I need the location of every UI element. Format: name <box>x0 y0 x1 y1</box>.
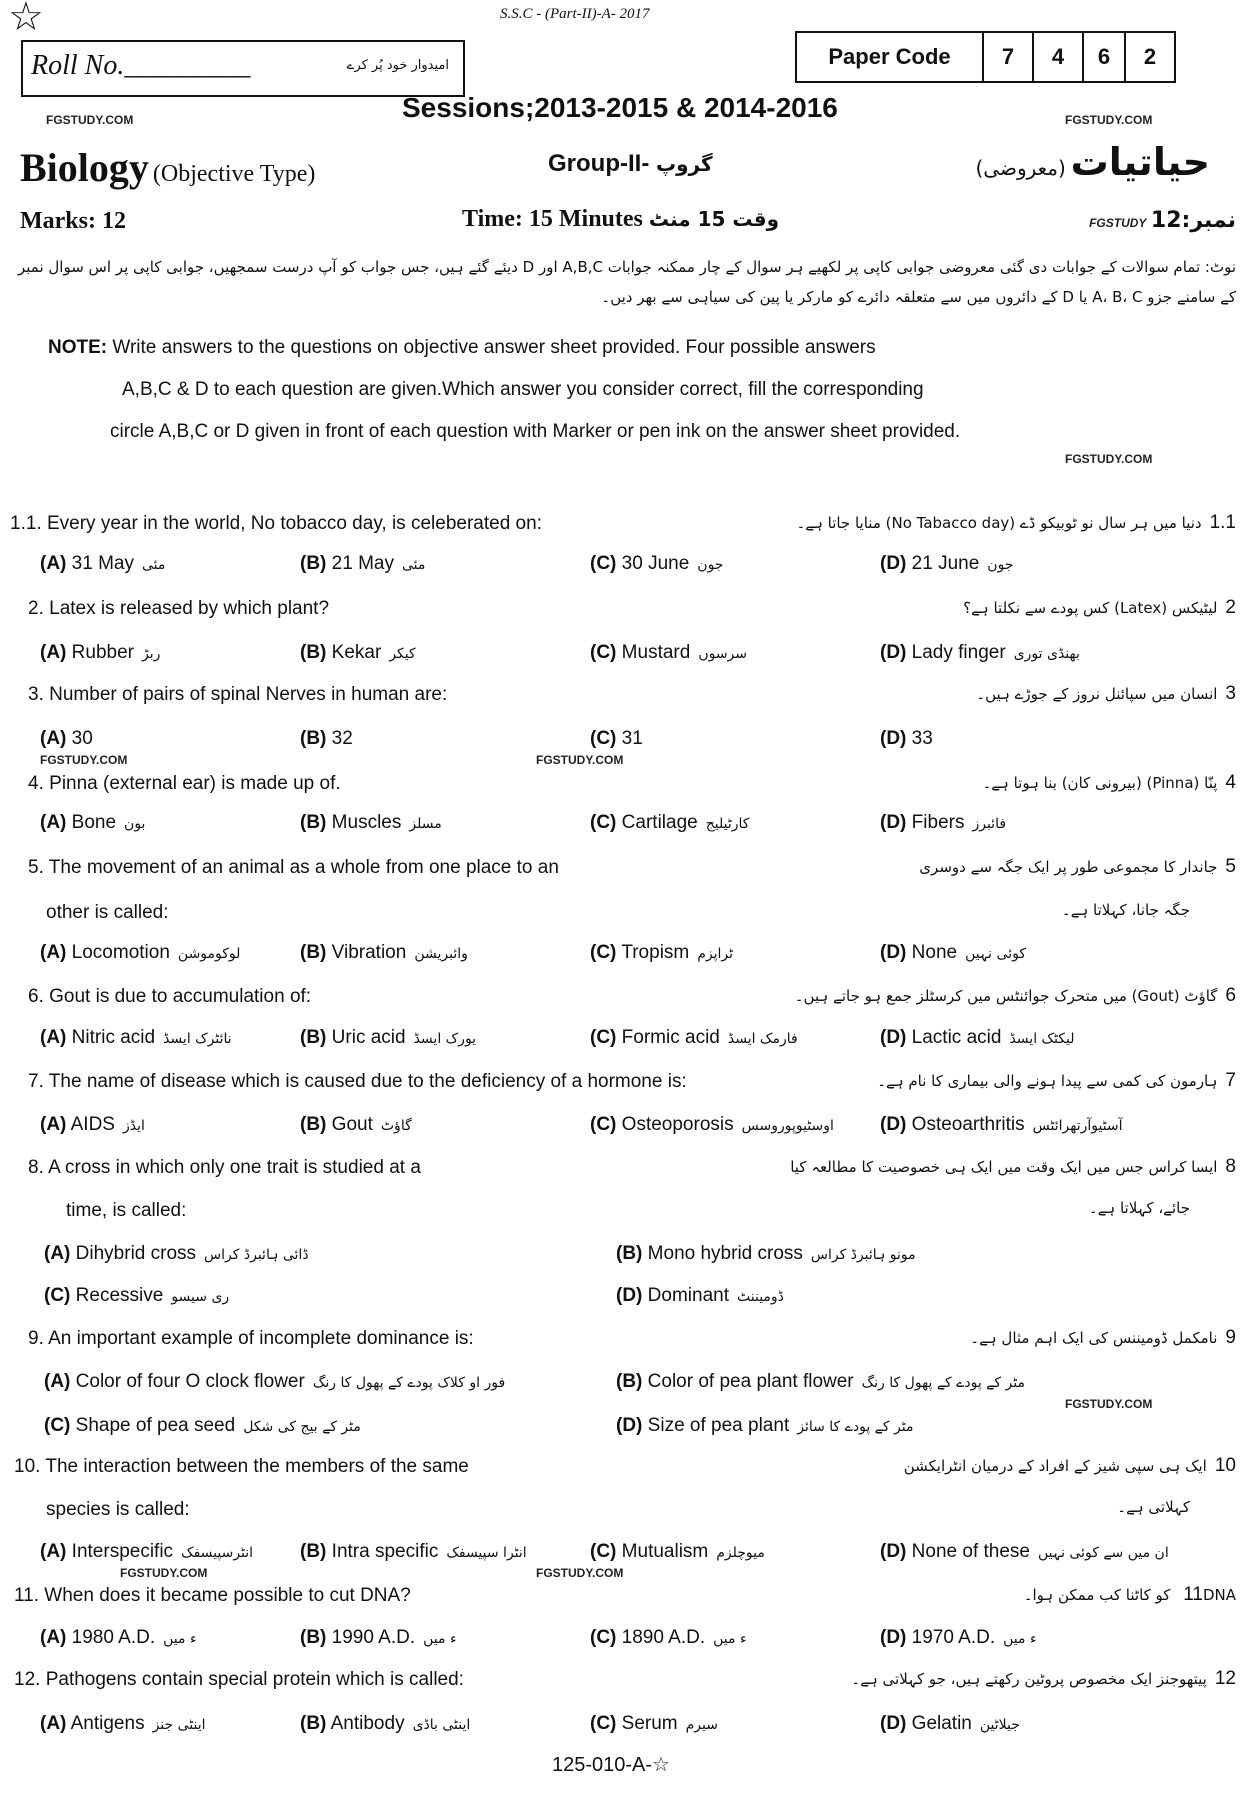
paper-code-digit: 6 <box>1082 33 1124 81</box>
question-text <box>28 1156 421 1179</box>
option-letter: (A) <box>44 1371 71 1392</box>
question-text <box>28 772 341 795</box>
option-c[interactable] <box>590 641 747 666</box>
option-d[interactable] <box>880 1113 1123 1138</box>
subject-title: Biology (Objective Type) <box>20 145 316 190</box>
option-text: Nitric acid <box>71 1027 156 1048</box>
option-letter: (D) <box>880 728 907 749</box>
option-letter: (B) <box>300 942 327 963</box>
option-text: Rubber <box>71 642 134 663</box>
option-text: 31 May <box>71 553 134 574</box>
option-urdu: مٹر کے پودے کا سائز <box>797 1419 914 1435</box>
option-text: Lady finger <box>911 642 1006 663</box>
option-letter: (B) <box>616 1243 643 1264</box>
option-urdu: وائبریشن <box>414 946 468 962</box>
watermark: FGSTUDY.COM <box>40 753 128 767</box>
option-urdu: ء میں <box>163 1631 197 1647</box>
option-a[interactable] <box>44 1242 309 1267</box>
option-letter: (C) <box>590 1627 617 1648</box>
question-number: 12. <box>14 1669 41 1690</box>
option-urdu: یورک ایسڈ <box>413 1031 477 1047</box>
option-b[interactable] <box>300 727 353 750</box>
option-d[interactable] <box>880 941 1026 966</box>
option-text: Antibody <box>330 1713 405 1734</box>
option-b[interactable] <box>300 1026 476 1051</box>
question-number-urdu: 2 <box>1225 597 1236 618</box>
roll-label: Roll No._________ <box>31 50 251 81</box>
option-text: Gelatin <box>911 1713 972 1734</box>
question-number-urdu: 6 <box>1225 985 1236 1006</box>
question-english-cont: species is called: <box>46 1499 190 1520</box>
option-urdu: مئی <box>141 557 166 573</box>
question-number: 11. <box>14 1585 40 1606</box>
option-letter: (B) <box>300 1713 327 1734</box>
option-c[interactable] <box>590 1026 798 1051</box>
roll-number-box <box>21 40 465 97</box>
option-letter: (B) <box>300 642 327 663</box>
group-label: Group-II- گروپ <box>548 150 713 177</box>
watermark: FGSTUDY.COM <box>1065 1397 1153 1411</box>
option-letter: (C) <box>590 1541 617 1562</box>
option-text: Shape of pea seed <box>75 1415 236 1436</box>
option-text: Osteoarthritis <box>911 1114 1025 1135</box>
option-urdu: ڈومیننٹ <box>737 1289 784 1305</box>
option-urdu: مٹر کے بیج کی شکل <box>243 1419 361 1435</box>
option-text: Color of four O clock flower <box>75 1371 305 1392</box>
question-english: Latex is released by which plant? <box>49 598 330 619</box>
option-text: Dihybrid cross <box>75 1243 197 1264</box>
option-urdu: سرسوں <box>698 646 748 662</box>
option-b[interactable] <box>300 1113 412 1138</box>
option-a[interactable] <box>40 1712 206 1737</box>
question-text <box>10 512 542 535</box>
question-english: Pinna (external ear) is made up of. <box>49 773 341 794</box>
question-english: The name of disease which is caused due to the deficiency of a hormone is: <box>48 1071 687 1092</box>
option-letter: (A) <box>40 642 67 663</box>
question-number-urdu: 12 <box>1214 1668 1236 1689</box>
option-c[interactable] <box>590 727 643 750</box>
urdu-instructions-line1: نوٹ: تمام سوالات کے جوابات دی گئی معروضی جوابی کاپی پر لکھیے ہر سوال کے چار ممکنہ جوابات A,B,C اور D دیئے گئے ہیں، جس جواب کو آپ درست سمجھیں، جوابی کاپی پر اس سوال نمبر <box>17 258 1236 276</box>
question-english: Number of pairs of spinal Nerves in human are: <box>49 684 448 705</box>
option-d[interactable] <box>880 641 1080 666</box>
question-urdu-text: پنّا (Pinna) (بیرونی کان) بنا ہوتا ہے۔ <box>982 774 1218 792</box>
question-urdu <box>970 1327 1236 1349</box>
option-letter: (B) <box>300 553 327 574</box>
urdu-instructions-line2: کے سامنے جزو A، B، C یا D کے دائروں میں سے متعلقہ دائرے کو مارکر یا پین کی سیاہی سے بھر دیں۔ <box>601 288 1236 306</box>
option-letter: (A) <box>40 1713 67 1734</box>
option-urdu: مئی <box>401 557 426 573</box>
option-text: 30 <box>71 728 93 749</box>
question-text <box>28 1327 474 1350</box>
option-letter: (B) <box>300 1541 327 1562</box>
option-text: Locomotion <box>71 942 170 963</box>
question-number-urdu: 4 <box>1225 772 1236 793</box>
option-letter: (A) <box>40 1627 67 1648</box>
paper-code-digit: 7 <box>982 33 1032 81</box>
question-urdu <box>796 512 1236 534</box>
option-text: Interspecific <box>71 1541 174 1562</box>
option-text: Vibration <box>331 942 407 963</box>
marks-label: Marks: 12 <box>20 208 126 234</box>
option-a[interactable] <box>40 1113 145 1138</box>
option-urdu: جون <box>987 557 1014 573</box>
option-letter: (B) <box>300 812 327 833</box>
option-text: Mutualism <box>621 1541 709 1562</box>
question-english: Pathogens contain special protein which is called: <box>45 1669 464 1690</box>
option-letter: (B) <box>300 1027 327 1048</box>
question-number-urdu: 1.1 <box>1209 512 1236 533</box>
option-letter: (A) <box>40 1027 67 1048</box>
question-number-urdu: 8 <box>1225 1156 1236 1177</box>
paper-code-label: Paper Code <box>828 44 951 69</box>
watermark: FGSTUDY.COM <box>536 1566 624 1580</box>
note-line1: NOTE: Write answers to the questions on objective answer sheet provided. Four possible answers <box>48 337 876 358</box>
option-a[interactable] <box>40 811 145 836</box>
option-d[interactable] <box>880 1712 1020 1737</box>
option-text: Mustard <box>621 642 691 663</box>
watermark: FGSTUDY.COM <box>536 753 624 767</box>
question-urdu-text: جاندار کا مجموعی طور پر ایک جگہ سے دوسری <box>919 858 1218 876</box>
question-number: 6. <box>28 986 44 1007</box>
option-text: 32 <box>331 728 353 749</box>
option-text: Dominant <box>647 1285 729 1306</box>
option-urdu: میوچلزم <box>716 1545 765 1561</box>
option-urdu: کیکر <box>389 646 416 662</box>
option-text: 1890 A.D. <box>621 1627 706 1648</box>
option-urdu: ایڈز <box>122 1118 145 1134</box>
option-urdu: انٹرا سپیسفک <box>446 1545 527 1561</box>
option-urdu: لوکوموشن <box>177 946 241 962</box>
option-b[interactable] <box>300 552 425 577</box>
question-urdu <box>904 1455 1236 1477</box>
question-urdu-cont: جائے، کہلاتا ہے۔ <box>1088 1199 1190 1217</box>
question-text <box>14 1584 411 1607</box>
option-a[interactable] <box>40 641 160 666</box>
option-urdu: ٹراپزم <box>697 946 734 962</box>
option-urdu: کوئی نہیں <box>965 946 1026 962</box>
option-text: Tropism <box>621 942 690 963</box>
paper-code-box <box>795 31 1176 83</box>
option-letter: (D) <box>880 642 907 663</box>
question-urdu-text: ہارمون کی کمی سے پیدا ہونے والی بیماری کا نام ہے۔ <box>877 1072 1218 1090</box>
option-letter: (D) <box>616 1285 643 1306</box>
question-number-urdu: 3 <box>1225 683 1236 704</box>
question-number: 9. <box>28 1328 44 1349</box>
option-text: Recessive <box>75 1285 164 1306</box>
option-urdu: ڈائی ہائبرڈ کراس <box>204 1247 309 1263</box>
sessions-title: Sessions;2013-2015 & 2014-2016 <box>402 92 838 123</box>
option-urdu: کارٹیلیج <box>705 816 750 832</box>
option-letter: (B) <box>616 1371 643 1392</box>
question-english: A cross in which only one trait is studied at a <box>48 1157 421 1178</box>
option-urdu: ری سیسو <box>171 1289 230 1305</box>
question-number-urdu: 9 <box>1225 1327 1236 1348</box>
question-urdu <box>963 597 1236 619</box>
question-urdu-text: انسان میں سپائنل نروز کے جوڑے ہیں۔ <box>976 685 1218 703</box>
option-b[interactable] <box>300 811 442 836</box>
option-a[interactable] <box>40 727 93 750</box>
option-text: 30 June <box>621 553 690 574</box>
option-urdu: نائٹرک ایسڈ <box>163 1031 232 1047</box>
option-b[interactable] <box>616 1370 1025 1395</box>
option-letter: (C) <box>590 812 617 833</box>
watermark: FGSTUDY.COM <box>1065 113 1153 127</box>
option-urdu: جیلاٹین <box>979 1717 1020 1733</box>
question-urdu <box>919 856 1236 878</box>
option-letter: (D) <box>880 1541 907 1562</box>
option-text: AIDS <box>70 1114 115 1135</box>
option-urdu: مونو ہائبرڈ کراس <box>810 1247 916 1263</box>
question-text <box>28 597 329 620</box>
option-c[interactable] <box>590 552 723 577</box>
option-letter: (C) <box>590 728 617 749</box>
option-urdu: ء میں <box>1003 1631 1037 1647</box>
option-urdu: فائبرز <box>972 816 1007 832</box>
option-text: 1970 A.D. <box>911 1627 996 1648</box>
paper-code-digit: 2 <box>1124 33 1174 81</box>
option-b[interactable] <box>300 1712 470 1737</box>
option-text: 31 <box>621 728 643 749</box>
option-text: Lactic acid <box>911 1027 1002 1048</box>
question-text <box>14 1668 464 1691</box>
question-urdu-text: DNA کو کاٹنا کب ممکن ہوا۔ <box>1023 1586 1236 1604</box>
watermark: FGSTUDY.COM <box>1065 452 1153 466</box>
question-text <box>28 985 311 1008</box>
watermark: FGSTUDY.COM <box>46 113 134 127</box>
option-letter: (D) <box>880 553 907 574</box>
option-letter: (C) <box>44 1285 71 1306</box>
question-number: 8. <box>28 1157 44 1178</box>
option-letter: (C) <box>590 1114 617 1135</box>
option-text: Mono hybrid cross <box>647 1243 803 1264</box>
option-d[interactable] <box>880 727 933 750</box>
question-urdu <box>976 683 1236 705</box>
question-number: 3. <box>28 684 44 705</box>
option-c[interactable] <box>590 1540 765 1565</box>
question-urdu-cont: کہلاتی ہے۔ <box>1117 1498 1190 1516</box>
question-english-cont: time, is called: <box>66 1200 187 1221</box>
option-letter: (A) <box>40 728 67 749</box>
question-number: 7. <box>28 1071 44 1092</box>
option-d[interactable] <box>616 1414 913 1439</box>
option-d[interactable] <box>880 552 1013 577</box>
option-b[interactable] <box>616 1242 916 1267</box>
option-letter: (C) <box>44 1415 71 1436</box>
option-d[interactable] <box>880 811 1006 836</box>
option-text: Serum <box>621 1713 678 1734</box>
option-b[interactable] <box>300 941 468 966</box>
option-letter: (C) <box>590 1713 617 1734</box>
option-letter: (A) <box>40 1541 67 1562</box>
option-urdu: لیکٹک ایسڈ <box>1009 1031 1075 1047</box>
option-text: Size of pea plant <box>647 1415 790 1436</box>
question-english: An important example of incomplete dominance is: <box>48 1328 474 1349</box>
option-d[interactable] <box>880 1026 1075 1051</box>
option-urdu: جون <box>697 557 724 573</box>
option-urdu: بون <box>124 816 146 832</box>
question-urdu <box>795 985 1236 1007</box>
option-text: Cartilage <box>621 812 698 833</box>
question-english: Every year in the world, No tobacco day, is celeberated on: <box>46 513 542 534</box>
time-label: Time: 15 Minutes وقت 15 منٹ <box>462 206 780 232</box>
option-urdu: مٹر کے پودے کے پھول کا رنگ <box>861 1375 1025 1391</box>
option-text: Color of pea plant flower <box>647 1371 854 1392</box>
option-letter: (D) <box>880 1114 907 1135</box>
option-text: Muscles <box>331 812 402 833</box>
option-letter: (D) <box>880 1027 907 1048</box>
option-urdu: ء میں <box>713 1631 747 1647</box>
option-urdu: گاؤٹ <box>380 1118 412 1134</box>
question-english: Gout is due to accumulation of: <box>49 986 312 1007</box>
question-urdu <box>982 772 1236 794</box>
question-text <box>28 683 447 706</box>
option-letter: (D) <box>880 1713 907 1734</box>
option-b[interactable] <box>300 641 416 666</box>
option-letter: (B) <box>300 1627 327 1648</box>
option-text: Osteoporosis <box>621 1114 734 1135</box>
paper-code-digit: 4 <box>1032 33 1082 81</box>
question-urdu <box>877 1070 1236 1092</box>
note-line2: A,B,C & D to each question are given.Which answer you consider correct, fill the corresponding <box>122 379 924 400</box>
option-urdu: بھنڈی توری <box>1013 646 1080 662</box>
option-d[interactable] <box>880 1540 1169 1565</box>
urdu-instructions <box>14 252 1236 312</box>
question-number-urdu: 11 <box>1183 1584 1203 1605</box>
option-text: 21 May <box>331 553 394 574</box>
option-letter: (D) <box>880 1627 907 1648</box>
option-letter: (C) <box>590 642 617 663</box>
option-letter: (C) <box>590 1027 617 1048</box>
option-d[interactable] <box>616 1284 784 1309</box>
option-c[interactable] <box>590 941 733 966</box>
option-letter: (B) <box>300 1114 327 1135</box>
option-text: Antigens <box>70 1713 145 1734</box>
option-urdu: ء میں <box>423 1631 457 1647</box>
question-english: The interaction between the members of the same <box>45 1456 469 1477</box>
option-urdu: سیرم <box>685 1717 718 1733</box>
option-text: 1980 A.D. <box>71 1627 156 1648</box>
question-urdu <box>851 1668 1236 1690</box>
question-english-cont: other is called: <box>46 902 169 923</box>
option-a[interactable] <box>40 552 165 577</box>
option-text: Kekar <box>331 642 382 663</box>
option-c[interactable] <box>44 1414 361 1439</box>
question-number: 4. <box>28 773 44 794</box>
option-urdu: اوسٹیوپوروسس <box>741 1118 834 1134</box>
option-letter: (C) <box>590 553 617 574</box>
option-text: Bone <box>71 812 117 833</box>
option-a[interactable] <box>40 1626 197 1651</box>
roll-urdu: امیدوار خود پُر کرے <box>346 58 449 73</box>
option-text: Formic acid <box>621 1027 720 1048</box>
footer-code: 125-010-A-☆ <box>552 1754 670 1776</box>
option-c[interactable] <box>590 811 749 836</box>
option-b[interactable] <box>300 1626 457 1651</box>
question-text <box>28 856 559 879</box>
option-urdu: فارمک ایسڈ <box>727 1031 798 1047</box>
option-a[interactable] <box>44 1370 505 1395</box>
question-number: 1.1. <box>10 513 42 534</box>
question-urdu-text: دنیا میں ہر سال نو ٹوبیکو ڈے (No Tabacco day) منایا جاتا ہے۔ <box>796 514 1202 532</box>
question-number-urdu: 7 <box>1225 1070 1236 1091</box>
option-urdu: فور او کلاک پودے کے پھول کا رنگ <box>312 1375 506 1391</box>
star-icon: ☆ <box>8 0 44 39</box>
question-urdu-text: ایسا کراس جس میں ایک وقت میں ایک ہی خصوصیت کا مطالعہ کیا <box>790 1158 1218 1176</box>
option-b[interactable] <box>300 1540 527 1565</box>
question-urdu <box>1024 1584 1236 1606</box>
option-urdu: ربڑ <box>142 646 161 662</box>
question-urdu-text: گاؤٹ (Gout) میں متحرک جوائنٹس میں کرسٹلز جمع ہو جاتے ہیں۔ <box>794 987 1218 1005</box>
option-letter: (A) <box>40 812 67 833</box>
option-urdu: اینٹی باڈی <box>412 1717 471 1733</box>
question-urdu <box>790 1156 1236 1178</box>
option-urdu: اینٹی جنز <box>152 1717 206 1733</box>
question-urdu-text: لیٹیکس (Latex) کس پودے سے نکلتا ہے؟ <box>963 599 1218 617</box>
question-urdu-cont: جگہ جانا، کہلاتا ہے۔ <box>1061 901 1190 919</box>
question-urdu-text: نامکمل ڈومیننس کی ایک اہم مثال ہے۔ <box>970 1329 1218 1347</box>
option-letter: (A) <box>40 942 67 963</box>
option-c[interactable] <box>44 1284 229 1309</box>
option-letter: (D) <box>616 1415 643 1436</box>
option-a[interactable] <box>40 1026 232 1051</box>
question-english: The movement of an animal as a whole from one place to an <box>48 857 559 878</box>
question-number: 10. <box>14 1456 41 1477</box>
option-c[interactable] <box>590 1712 718 1737</box>
marks-urdu: FGSTUDY نمبر:12 <box>1089 208 1236 233</box>
option-letter: (B) <box>300 728 327 749</box>
option-urdu: انٹرسپیسفک <box>181 1545 254 1561</box>
option-a[interactable] <box>40 941 240 966</box>
question-text <box>28 1070 687 1093</box>
option-letter: (A) <box>44 1243 71 1264</box>
option-letter: (A) <box>40 1114 67 1135</box>
question-number-urdu: 10 <box>1214 1455 1236 1476</box>
option-a[interactable] <box>40 1540 253 1565</box>
option-letter: (D) <box>880 942 907 963</box>
option-letter: (A) <box>40 553 67 574</box>
watermark: FGSTUDY.COM <box>120 1566 208 1580</box>
option-text: None <box>911 942 958 963</box>
option-urdu: آسٹیوآرتھرائٹس <box>1032 1118 1123 1134</box>
option-text: Intra specific <box>331 1541 439 1562</box>
option-text: 33 <box>911 728 933 749</box>
question-number-urdu: 5 <box>1225 856 1236 877</box>
option-c[interactable] <box>590 1113 834 1138</box>
option-urdu: مسلز <box>409 816 442 832</box>
exam-title: S.S.C - (Part-II)-A- 2017 <box>500 6 650 22</box>
subject-urdu: حیاتیات (معروضی) <box>975 140 1210 184</box>
option-letter: (D) <box>880 812 907 833</box>
question-urdu-text: پیتھوجنز ایک مخصوص پروٹین رکھتے ہیں، جو کہلاتی ہے۔ <box>851 1670 1207 1688</box>
option-text: Gout <box>331 1114 373 1135</box>
option-d[interactable] <box>880 1626 1037 1651</box>
question-urdu-text: ایک ہی سپی شیز کے افراد کے درمیان انٹرایکشن <box>903 1457 1207 1475</box>
note-line3: circle A,B,C or D given in front of each question with Marker or pen ink on the answer sheet provided. <box>110 421 961 442</box>
option-urdu: ان میں سے کوئی نہیں <box>1037 1545 1169 1561</box>
option-c[interactable] <box>590 1626 747 1651</box>
question-english: When does it became possible to cut DNA? <box>44 1585 411 1606</box>
option-text: Fibers <box>911 812 965 833</box>
option-text: 21 June <box>911 553 980 574</box>
option-letter: (C) <box>590 942 617 963</box>
option-text: 1990 A.D. <box>331 1627 416 1648</box>
question-text <box>14 1455 469 1478</box>
option-text: Uric acid <box>331 1027 406 1048</box>
question-number: 5. <box>28 857 44 878</box>
question-number: 2. <box>28 598 44 619</box>
option-text: None of these <box>911 1541 1030 1562</box>
